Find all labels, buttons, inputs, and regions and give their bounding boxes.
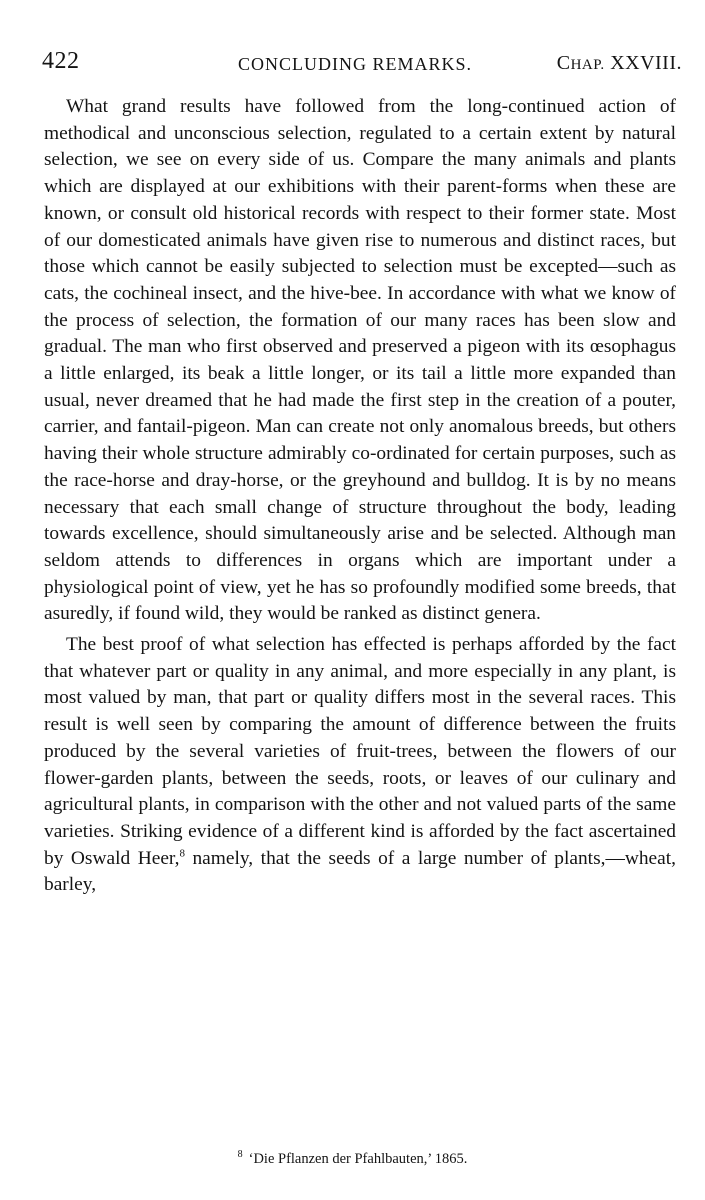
footnote-text: ‘Die Pflanzen der Pfahlbauten,’ 1865. xyxy=(248,1151,468,1167)
footnote-reference[interactable]: 8 xyxy=(179,847,185,860)
chapter-abbrev: HAP. xyxy=(570,57,605,73)
page-number: 422 xyxy=(42,48,80,74)
chapter-heading xyxy=(557,52,682,75)
chapter-numeral: XXVIII. xyxy=(610,52,682,74)
page-body xyxy=(44,94,676,899)
paragraph-2-text-end: namely, that the seeds of a large number of plants,—wheat, barley, xyxy=(44,847,676,896)
footnote-mark: 8 xyxy=(237,1149,243,1161)
paragraph-2-text-start: The best proof of what selection has effected is perhaps afforded by the fact that whatever part or quality in any animal, and more especially in any plant, is most valued by man, that part or quality differs most in the several races. This result is well seen by comparing the amount of difference between the fruits produced by the several varieties of fruit-trees, between the flowers of our flower-garden plants, between the seeds, roots, or leaves of our culinary and agricultural plants, in comparison with the other and not valued parts of the same varieties. Striking evidence of a different kind is afforded by the fact ascertained by Oswald Heer, xyxy=(44,634,676,869)
running-title: CONCLUDING REMARKS. xyxy=(238,54,473,74)
paragraph-1: What grand results have followed from the long-continued action of methodical and unconscious selection, regulated to a certain extent by natural selection, we see on every side of us. Compare the many animals and plants which are displayed at our exhibitions with their parent-forms when these are known, or consult old historical records with respect to their former state. Most of our domesticated animals have given rise to numerous and distinct races, but those which cannot be easily subjected to selection must be excepted—such as cats, the cochineal insect, and the hive-bee. In accordance with what we know of the process of selection, the formation of our many races has been slow and gradual. The man who first observed and preserved a pigeon with its œsophagus a little enlarged, its beak a little longer, or its tail a little more expanded than usual, never dreamed that he had made the first step in the creation of a pouter, carrier, and fantail-pigeon. Man can create not only anomalous breeds, but others having their whole structure admirably co-ordinated for certain purposes, such as the race-horse and dray-horse, or the greyhound and bulldog. It is by no means necessary that each small change of structure throughout the body, leading towards excellence, should simultaneously arise and be selected. Although man seldom attends to differences in organs which are important under a physiological point of view, yet he has so profoundly modified some breeds, that asuredly, if found wild, they would be ranked as distinct genera. xyxy=(44,96,676,625)
footnote xyxy=(0,1151,705,1168)
page-header xyxy=(42,48,682,88)
paragraph-2 xyxy=(44,632,676,899)
chapter-prefix: C xyxy=(556,52,571,74)
